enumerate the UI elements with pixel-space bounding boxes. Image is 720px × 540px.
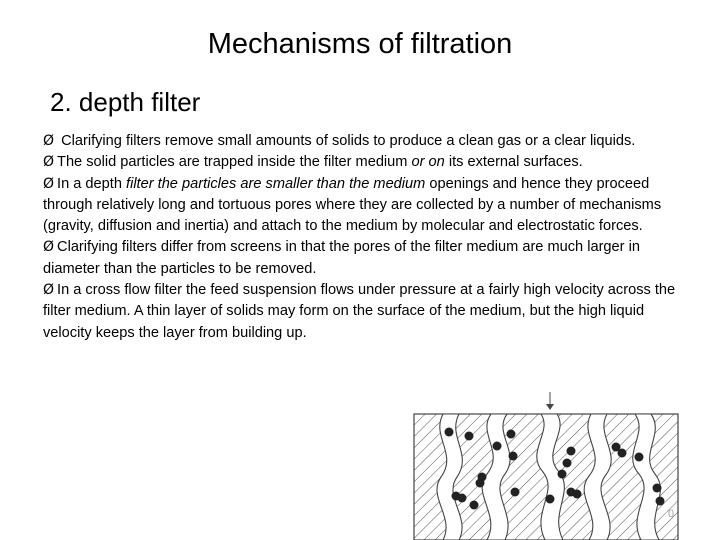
bullet-arrow-icon: Ø [43,239,55,256]
bullet-item [43,131,685,152]
bullet-text: In a cross flow filter the feed suspension flows under pressure at a fairly high velocity across the filter medium. A thin layer of solids may form on the surface of the medium, but the high liquid velocity keeps the layer from building up. [43,282,676,341]
flow-arrow-icon [546,392,554,410]
slide-subtitle: 2. depth filter [50,87,201,117]
bullet-text: In a depth [57,175,127,192]
page-number: 0 [668,508,675,520]
bullet-text: Clarifying filters remove small amounts of solids to produce a clean gas or a clear liquids. [57,133,636,149]
bullet-arrow-icon: Ø [43,154,55,171]
bullet-text: its external surfaces. [444,154,583,171]
bullet-item [43,237,685,280]
bullet-list [43,131,685,344]
bullet-item [43,280,685,344]
bullet-text: Clarifying filters differ from screens in that the pores of the filter medium are much larger in diameter than the particles to be removed. [43,239,640,277]
depth-filter-diagram [413,392,691,540]
bullet-arrow-icon: Ø [43,282,55,299]
bullet-item [43,174,685,238]
bullet-text: The solid particles are trapped inside the filter medium [57,154,412,171]
slide-title: Mechanisms of filtration [207,28,513,60]
emphasis-text: filter the particles are smaller than the medium [126,175,426,192]
bullet-arrow-icon: Ø [43,175,55,192]
bullet-item [43,152,685,173]
emphasis-text: or on [411,154,445,171]
bullet-arrow-icon: Ø [43,133,55,149]
bullet-text: openings and hence they proceed through relatively long and tortuous pores where they are collected by a number of mechanisms (gravity, diffusion and inertia) and attach to the medium by molecular and electrostatic forces. [43,175,662,235]
